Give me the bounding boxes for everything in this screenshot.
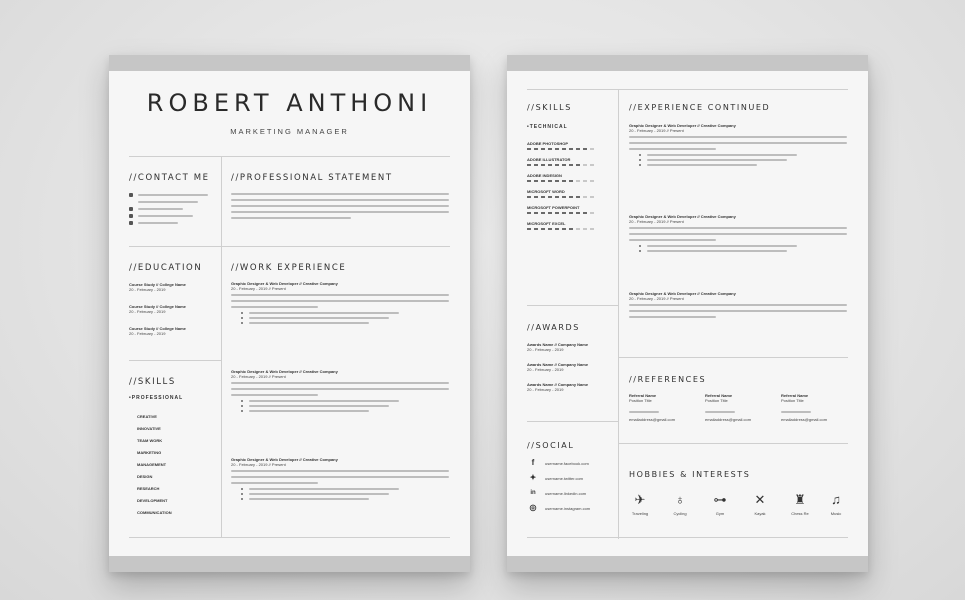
skills-list [137,414,217,522]
divider [618,357,848,358]
social-heading: //SOCIAL [527,441,575,450]
divider [129,537,450,538]
location-icon [129,193,133,197]
divider [527,537,848,538]
top-band [507,55,868,71]
contact-list [129,193,214,228]
hobby-item [703,492,737,516]
resume-name: ROBERT ANTHONI [146,89,433,117]
reference-title: Position Title [629,398,652,403]
social-item[interactable] [529,489,615,497]
divider [527,421,618,422]
skill-label: MICROSOFT EXCEL [527,221,566,226]
references-heading: //REFERENCES [629,375,707,384]
job-title: Graphic Designer & Web Developer // Creative Company [629,214,736,219]
hobby-label: Cycling [673,511,687,516]
reference-card [629,393,699,422]
bottom-band [109,556,470,572]
education-dates: 20 - February - 2019 [129,287,166,292]
hobby-item [819,492,853,516]
reference-title: Position Title [781,398,804,403]
work-job [629,291,847,322]
reference-card [705,393,775,422]
education-dates: 20 - February - 2019 [129,309,166,314]
skills-subheading: •PROFESSIONAL [129,395,184,401]
contact-heading: //CONTACT ME [129,173,210,183]
divider [618,443,848,444]
job-dates: 20 - February - 2019 // Present [629,128,684,133]
job-dates: 20 - February - 2019 // Present [231,374,286,379]
skill-level [527,196,612,198]
education-title: Course Study // College Name [129,282,186,287]
work-job [629,123,847,169]
job-dates: 20 - February - 2019 // Present [629,219,684,224]
divider [129,360,221,361]
reference-name: Referral Name [781,393,809,398]
reference-name: Referral Name [705,393,733,398]
resume-role: MARKETING MANAGER [230,127,349,136]
skill-label: ADOBE ILLUSTRATOR [527,157,571,162]
skill-label: MICROSOFT POWERPOINT [527,205,580,210]
education-heading: //EDUCATION [129,263,203,273]
hobby-label: Traveling [631,511,649,516]
reference-name: Referral Name [629,393,657,398]
skill-level [527,164,612,166]
job-title: Graphic Designer & Web Developer // Creative Company [231,281,338,286]
hobby-label: Music [830,511,842,516]
awards-list [527,342,615,392]
social-list [529,459,615,519]
job-title: Graphic Designer & Web Developer // Creative Company [231,369,338,374]
chess-icon: ♜ [794,492,806,507]
job-title: Graphic Designer & Web Developer // Creative Company [231,457,338,462]
linkedin-icon: in [530,490,536,496]
column-divider [618,89,619,539]
hobby-item [663,492,697,516]
work-heading: //WORK EXPERIENCE [231,263,347,273]
dumbbell-icon: ⊶ [713,492,727,507]
experience-heading: //EXPERIENCE CONTINUED [629,103,771,112]
skill-level [527,180,612,182]
skill-level [527,148,612,150]
resume-page-2 [507,55,868,572]
awards-heading: //AWARDS [527,323,580,332]
hobby-label: Chess Re [791,511,809,516]
award-title: Awards Name // Company Name [527,362,589,367]
reference-email: emailaddress@gmail.com [629,417,676,422]
social-text: username.facebook.com [545,460,589,466]
plane-icon: ✈ [634,492,646,507]
statement-heading: //PROFESSIONAL STATEMENT [231,173,393,183]
kayak-icon: ✕ [754,492,766,507]
job-dates: 20 - February - 2019 // Present [231,286,286,291]
award-title: Awards Name // Company Name [527,342,589,347]
skill-level [527,228,612,230]
social-item[interactable] [529,504,615,512]
reference-card [781,393,851,422]
divider [527,89,848,90]
skills-heading: //SKILLS [527,103,572,112]
reference-email: emailaddress@gmail.com [705,417,752,422]
skill-item: COMMUNICATION [137,510,172,515]
divider [527,305,618,306]
social-text: username.linkedin.com [545,490,587,496]
technical-skills [527,141,612,237]
award-dates: 20 - February - 2019 [527,347,564,352]
award-dates: 20 - February - 2019 [527,387,564,392]
social-text: username.twitter.com [545,475,584,481]
statement-text [231,193,449,223]
skills-heading: //SKILLS [129,377,176,387]
skill-item: DEVELOPMENT [137,498,168,503]
hobby-item [623,492,657,516]
web-icon [129,221,133,225]
hobby-item [783,492,817,516]
education-dates: 20 - February - 2019 [129,331,166,336]
reference-email: emailaddress@gmail.com [781,417,828,422]
resume-page-1 [109,55,470,572]
job-title: Graphic Designer & Web Developer // Creative Company [629,123,736,128]
divider [129,156,450,157]
music-icon: ♫ [831,492,841,507]
column-divider [221,156,222,538]
skills-subheading: •TECHNICAL [527,124,568,130]
hobby-label: Kayak [754,511,766,516]
skill-item: TEAM WORK [137,438,163,443]
education-list [129,282,217,336]
education-title: Course Study // College Name [129,326,186,331]
skill-level [527,212,612,214]
work-job [231,281,449,327]
work-job [231,369,449,415]
skill-item: MANAGEMENT [137,462,167,467]
work-job [231,457,449,503]
skill-label: ADOBE PHOTOSHOP [527,141,569,146]
social-item[interactable] [529,474,615,482]
education-title: Course Study // College Name [129,304,186,309]
skill-item: RESEARCH [137,486,160,491]
skill-label: ADOBE INDESIGN [527,173,562,178]
award-dates: 20 - February - 2019 [527,367,564,372]
job-dates: 20 - February - 2019 // Present [629,296,684,301]
instagram-icon: ◎ [529,503,537,512]
social-item[interactable] [529,459,615,467]
bicycle-icon: ♁ [675,492,685,507]
skill-item: INNOVATIVE [137,426,161,431]
skill-item: CREATIVE [137,414,157,419]
blank-icon [129,200,133,204]
job-dates: 20 - February - 2019 // Present [231,462,286,467]
phone-icon [129,207,133,211]
skill-item: DESIGN [137,474,153,479]
hobby-item [743,492,777,516]
social-text: username.instagram.com [545,505,591,511]
hobby-label: Gym [715,511,725,516]
award-title: Awards Name // Company Name [527,382,589,387]
top-band [109,55,470,71]
divider [129,246,450,247]
reference-title: Position Title [705,398,728,403]
work-job [629,214,847,255]
facebook-icon: f [531,458,535,467]
hobbies-heading: HOBBIES & INTERESTS [629,470,751,479]
job-title: Graphic Designer & Web Developer // Creative Company [629,291,736,296]
mail-icon [129,214,133,218]
bottom-band [507,556,868,572]
skill-label: MICROSOFT WORD [527,189,565,194]
twitter-icon: ✦ [529,473,537,482]
skill-item: MARKETING [137,450,162,455]
